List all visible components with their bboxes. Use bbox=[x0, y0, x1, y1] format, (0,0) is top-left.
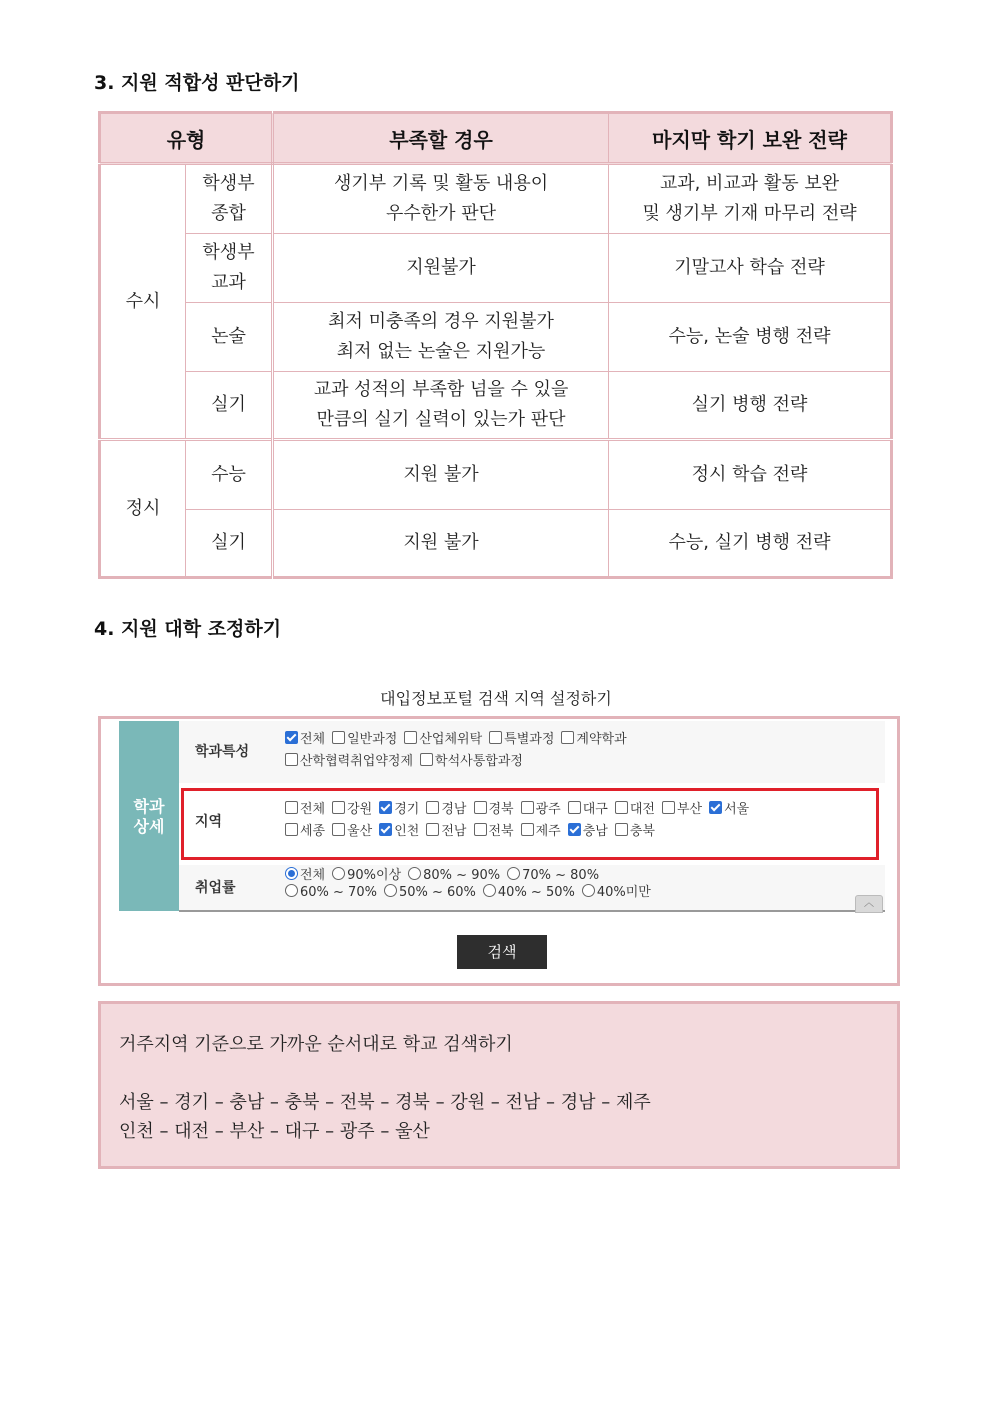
sub-type-cell: 실기 bbox=[186, 510, 273, 578]
radio-icon[interactable] bbox=[507, 867, 520, 880]
region-label: 지역 bbox=[195, 814, 223, 830]
strategy-cell: 정시 학습 전략 bbox=[609, 440, 892, 510]
option-label: 90%이상 bbox=[347, 868, 402, 883]
radio-icon[interactable] bbox=[332, 867, 345, 880]
sub-type-cell: 수능 bbox=[186, 440, 273, 510]
portal-caption: 대입정보포털 검색 지역 설정하기 bbox=[380, 689, 612, 708]
option-label: 계약학과 bbox=[576, 732, 627, 747]
checkbox-option[interactable] bbox=[285, 729, 325, 751]
option-label: 인천 bbox=[394, 824, 420, 839]
table-row bbox=[100, 440, 892, 510]
checkbox-checked-icon[interactable] bbox=[285, 731, 298, 744]
option-label: 40% ~ 50% bbox=[497, 885, 575, 900]
checkbox-option[interactable] bbox=[420, 751, 523, 773]
option-label: 특별과정 bbox=[504, 732, 555, 747]
strategy-cell: 수능, 논술 병행 전략 bbox=[609, 303, 892, 372]
option-line bbox=[285, 867, 658, 884]
option-label: 전체 bbox=[300, 868, 326, 883]
option-label: 울산 bbox=[347, 824, 373, 839]
radio-option[interactable] bbox=[507, 867, 599, 884]
option-label: 대전 bbox=[629, 802, 655, 817]
table-row bbox=[100, 372, 892, 440]
option-label: 서울 bbox=[724, 802, 750, 817]
side-label bbox=[119, 721, 179, 911]
option-label: 제주 bbox=[535, 824, 561, 839]
strategy-table-wrap bbox=[98, 111, 890, 579]
strategy-cell: 실기 병행 전략 bbox=[609, 372, 892, 440]
strategy-table bbox=[98, 111, 893, 579]
radio-icon[interactable] bbox=[483, 884, 496, 897]
option-label: 경기 bbox=[394, 802, 420, 817]
note-line-2: 서울 – 경기 – 충남 – 충북 – 전북 – 경북 – 강원 – 전남 – 경남 – 제주 bbox=[119, 1092, 651, 1113]
strategy-cell: 기말고사 학습 전략 bbox=[609, 234, 892, 303]
employment-options bbox=[285, 867, 658, 901]
checkbox-icon[interactable] bbox=[332, 731, 345, 744]
option-label: 전남 bbox=[441, 824, 467, 839]
side-label-line-2: 상세 bbox=[133, 817, 165, 836]
option-label: 산업체위탁 bbox=[419, 732, 483, 747]
note-line-1: 거주지역 기준으로 가까운 순서대로 학교 검색하기 bbox=[119, 1034, 513, 1055]
radio-option[interactable] bbox=[384, 884, 476, 901]
radio-icon[interactable] bbox=[285, 884, 298, 897]
lack-cell: 최저 미충족의 경우 지원불가 최저 없는 논술은 지원가능 bbox=[273, 303, 609, 372]
group-cell: 정시 bbox=[100, 440, 186, 578]
option-label: 경북 bbox=[488, 802, 514, 817]
group-cell: 수시 bbox=[100, 164, 186, 440]
radio-option[interactable] bbox=[285, 867, 325, 884]
checkbox-icon[interactable] bbox=[420, 753, 433, 766]
option-label: 강원 bbox=[347, 802, 373, 817]
sub-type-cell: 학생부 종합 bbox=[186, 164, 273, 234]
sub-type-cell: 논술 bbox=[186, 303, 273, 372]
header-strategy: 마지막 학기 보완 전략 bbox=[609, 113, 892, 164]
note-line-3: 인천 – 대전 – 부산 – 대구 – 광주 – 울산 bbox=[119, 1121, 430, 1142]
employment-row bbox=[179, 865, 885, 910]
table-row bbox=[100, 234, 892, 303]
feature-options bbox=[285, 729, 634, 773]
radio-icon[interactable] bbox=[384, 884, 397, 897]
radio-option[interactable] bbox=[483, 884, 575, 901]
option-label: 70% ~ 80% bbox=[522, 868, 600, 883]
option-line bbox=[285, 751, 634, 773]
section-4-heading: 4. 지원 대학 조정하기 bbox=[94, 618, 282, 640]
header-lack: 부족할 경우 bbox=[273, 113, 609, 164]
option-label: 50% ~ 60% bbox=[398, 885, 476, 900]
sub-type-cell: 학생부 교과 bbox=[186, 234, 273, 303]
feature-label: 학과특성 bbox=[195, 744, 250, 760]
radio-icon[interactable] bbox=[582, 884, 595, 897]
table-row bbox=[100, 510, 892, 578]
radio-option[interactable] bbox=[332, 867, 401, 884]
checkbox-option[interactable] bbox=[489, 729, 554, 751]
checkbox-icon[interactable] bbox=[404, 731, 417, 744]
option-label: 세종 bbox=[300, 824, 326, 839]
search-button[interactable]: 검색 bbox=[457, 935, 547, 969]
lack-cell: 지원불가 bbox=[273, 234, 609, 303]
checkbox-option[interactable] bbox=[332, 729, 397, 751]
option-label: 산학협력취업약정제 bbox=[300, 754, 414, 769]
option-label: 경남 bbox=[441, 802, 467, 817]
region-highlight-box bbox=[181, 788, 879, 860]
option-label: 충북 bbox=[629, 824, 655, 839]
chevron-up-icon[interactable]: ︿ bbox=[855, 895, 883, 913]
radio-option[interactable] bbox=[408, 867, 500, 884]
option-label: 일반과정 bbox=[347, 732, 398, 747]
option-label: 전북 bbox=[488, 824, 514, 839]
section-3-heading: 3. 지원 적합성 판단하기 bbox=[94, 72, 300, 94]
strategy-cell: 교과, 비교과 활동 보완 및 생기부 기재 마무리 전략 bbox=[609, 164, 892, 234]
header-type: 유형 bbox=[100, 113, 273, 164]
radio-icon[interactable] bbox=[408, 867, 421, 880]
option-label: 충남 bbox=[582, 824, 608, 839]
checkbox-option[interactable] bbox=[404, 729, 482, 751]
option-label: 부산 bbox=[677, 802, 703, 817]
checkbox-icon[interactable] bbox=[561, 731, 574, 744]
table-row bbox=[100, 303, 892, 372]
option-label: 40%미만 bbox=[596, 885, 651, 900]
option-line bbox=[285, 729, 634, 751]
option-label: 80% ~ 90% bbox=[423, 868, 501, 883]
portal-screenshot-frame bbox=[98, 716, 900, 986]
option-label: 광주 bbox=[535, 802, 561, 817]
radio-selected-icon[interactable] bbox=[285, 867, 298, 880]
feature-row bbox=[179, 721, 885, 783]
lack-cell: 교과 성적의 부족함 넘을 수 있을 만큼의 실기 실력이 있는가 판단 bbox=[273, 372, 609, 440]
option-label: 학석사통합과정 bbox=[435, 754, 523, 769]
table-row bbox=[100, 164, 892, 234]
lack-cell: 지원 불가 bbox=[273, 440, 609, 510]
option-label: 60% ~ 70% bbox=[300, 885, 377, 900]
checkbox-icon[interactable] bbox=[285, 753, 298, 766]
checkbox-icon[interactable] bbox=[489, 731, 502, 744]
option-label: 전체 bbox=[300, 802, 326, 817]
lack-cell: 지원 불가 bbox=[273, 510, 609, 578]
option-label: 전체 bbox=[300, 732, 326, 747]
panel-bottom-divider bbox=[179, 910, 885, 912]
option-label: 대구 bbox=[582, 802, 608, 817]
portal-filter-panel bbox=[119, 721, 885, 911]
employment-label: 취업률 bbox=[195, 880, 236, 896]
radio-option[interactable] bbox=[285, 884, 377, 901]
sub-type-cell: 실기 bbox=[186, 372, 273, 440]
radio-option[interactable] bbox=[582, 884, 651, 901]
option-line bbox=[285, 884, 658, 901]
side-label-line-1: 학과 bbox=[133, 797, 165, 816]
strategy-cell: 수능, 실기 병행 전략 bbox=[609, 510, 892, 578]
checkbox-option[interactable] bbox=[561, 729, 626, 751]
lack-cell: 생기부 기록 및 활동 내용이 우수한가 판단 bbox=[273, 164, 609, 234]
checkbox-option[interactable] bbox=[285, 751, 413, 773]
note-box bbox=[98, 1001, 900, 1169]
